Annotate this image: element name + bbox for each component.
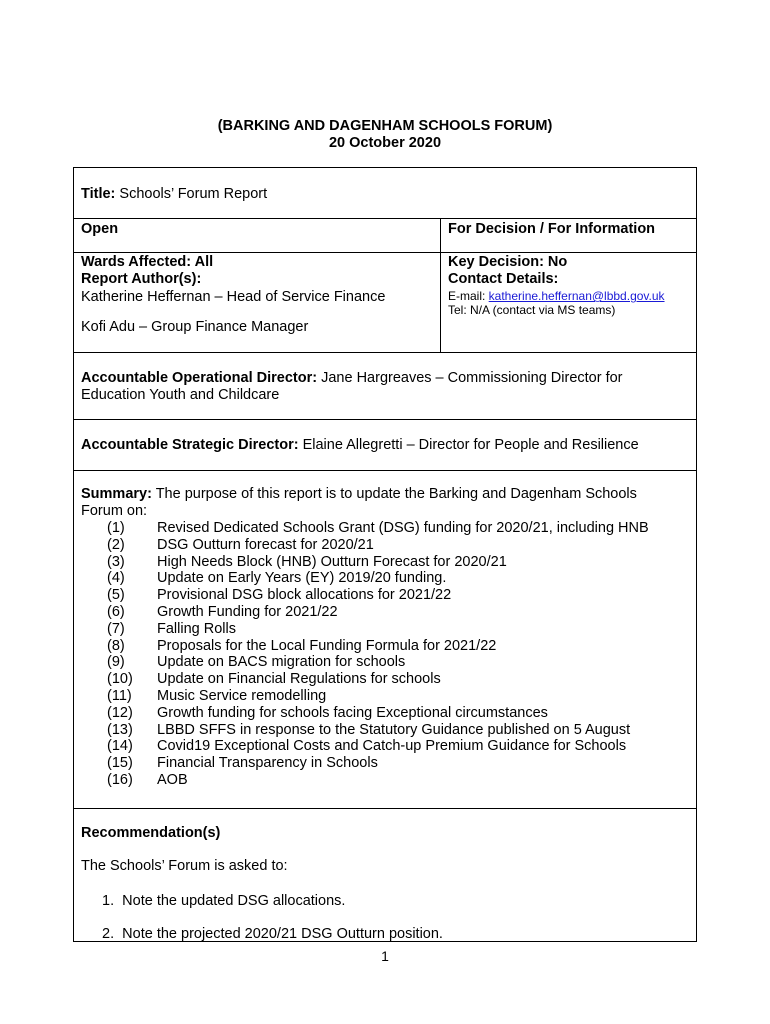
row-divider <box>74 218 696 219</box>
meeting-date: 20 October 2020 <box>328 135 442 151</box>
email-line <box>448 289 665 303</box>
recommendations-intro: The Schools’ Forum is asked to: <box>81 858 288 874</box>
forum-title: (BARKING AND DAGENHAM SCHOOLS FORUM) <box>217 118 553 134</box>
summary-text: The purpose of this report is to update the Barking and Dagenham Schools <box>151 486 637 502</box>
aod-value-cont: Education Youth and Childcare <box>81 387 280 403</box>
column-divider <box>440 218 441 352</box>
open-status: Open <box>81 221 119 237</box>
title-value: Schools’ Forum Report <box>115 186 268 202</box>
email-label: E-mail: <box>448 289 489 303</box>
summary-label: Summary: <box>81 486 152 502</box>
contact-details-label: Contact Details: <box>448 271 559 287</box>
decision-type: For Decision / For Information <box>448 221 656 237</box>
recommendations-label: Recommendation(s) <box>81 825 221 841</box>
asd-value: Elaine Allegretti – Director for People and Resilience <box>298 437 639 453</box>
key-decision: Key Decision: No <box>448 254 568 270</box>
recommendation-item: 2. Note the projected 2020/21 DSG Outturn position. <box>102 926 443 942</box>
aod-label: Accountable Operational Director: <box>81 370 318 386</box>
row-divider <box>74 352 696 353</box>
operational-director <box>81 370 623 387</box>
report-title <box>81 186 267 203</box>
author-2: Kofi Adu – Group Finance Manager <box>81 319 309 335</box>
strategic-director <box>81 437 639 454</box>
row-divider <box>74 419 696 420</box>
author-1: Katherine Heffernan – Head of Service Finance <box>81 289 386 305</box>
wards-affected: Wards Affected: All <box>81 254 214 270</box>
asd-label: Accountable Strategic Director: <box>81 437 299 453</box>
page-number: 1 <box>381 948 389 964</box>
row-divider <box>74 470 696 471</box>
report-table: Title: Schools’ Forum Report Open For Decision / For Information Wards Affected: All Report Author(s): Katherine Heffernan – Head of Service Finance Kofi Adu – Group Finance Manager Key Decision: No Contact Details: E-mail: katherine.heffernan@lbbd.gov.uk Tel: N/A (contact via MS teams) Accountable Operational Director: Jane Hargreaves – Commissioning Director for Education Youth and Childcare Accountable Strategic Director: Elaine Allegretti – Director for People and Resilience Summary: The purpose of this report is to update the Barking and Dagenham Schools Forum on: (1) Revised Dedicated Schools Grant (DSG) funding for 2020/21, including HNB (2) DSG Outturn forecast for 2020/21 (3) High Needs Block (HNB) Outturn Forecast for 2020/21 (4) Update on Early Years (EY) 2019/20 funding. (5) Provisional DSG block allocations for 2021/22 (6) Growth Funding for 2021/22 (7) Falling Rolls (8) Proposals for the Local Funding Formula for 2021/22 (9) Update on BACS migration for schools (10) Update on Financial Regulations for schools (11) Music Service remodelling (12) Growth funding for schools facing Exceptional circumstances (13) LBBD SFFS in response to the Statutory Guidance published on 5 August (14) Covid19 Exceptional Costs and Catch-up Premium Guidance for Schools (15) Financial Transparency in Schools (16) AOB Recommendation(s) The Schools’ Forum is asked to: 1. Note the updated DSG allocations. 2. Note the projected 2020/21 DSG Outturn position. <box>73 167 697 942</box>
summary-intro <box>81 486 637 503</box>
tel-line: Tel: N/A (contact via MS teams) <box>448 303 616 317</box>
row-divider <box>74 808 696 809</box>
report-author-label: Report Author(s): <box>81 271 202 287</box>
row-divider <box>74 252 696 253</box>
email-link[interactable]: katherine.heffernan@lbbd.gov.uk <box>488 289 665 303</box>
aod-value: Jane Hargreaves – Commissioning Director for <box>317 370 623 386</box>
title-label: Title: <box>81 186 116 202</box>
recommendation-item: 1. Note the updated DSG allocations. <box>102 893 346 909</box>
summary-intro-cont: Forum on: <box>81 503 148 519</box>
